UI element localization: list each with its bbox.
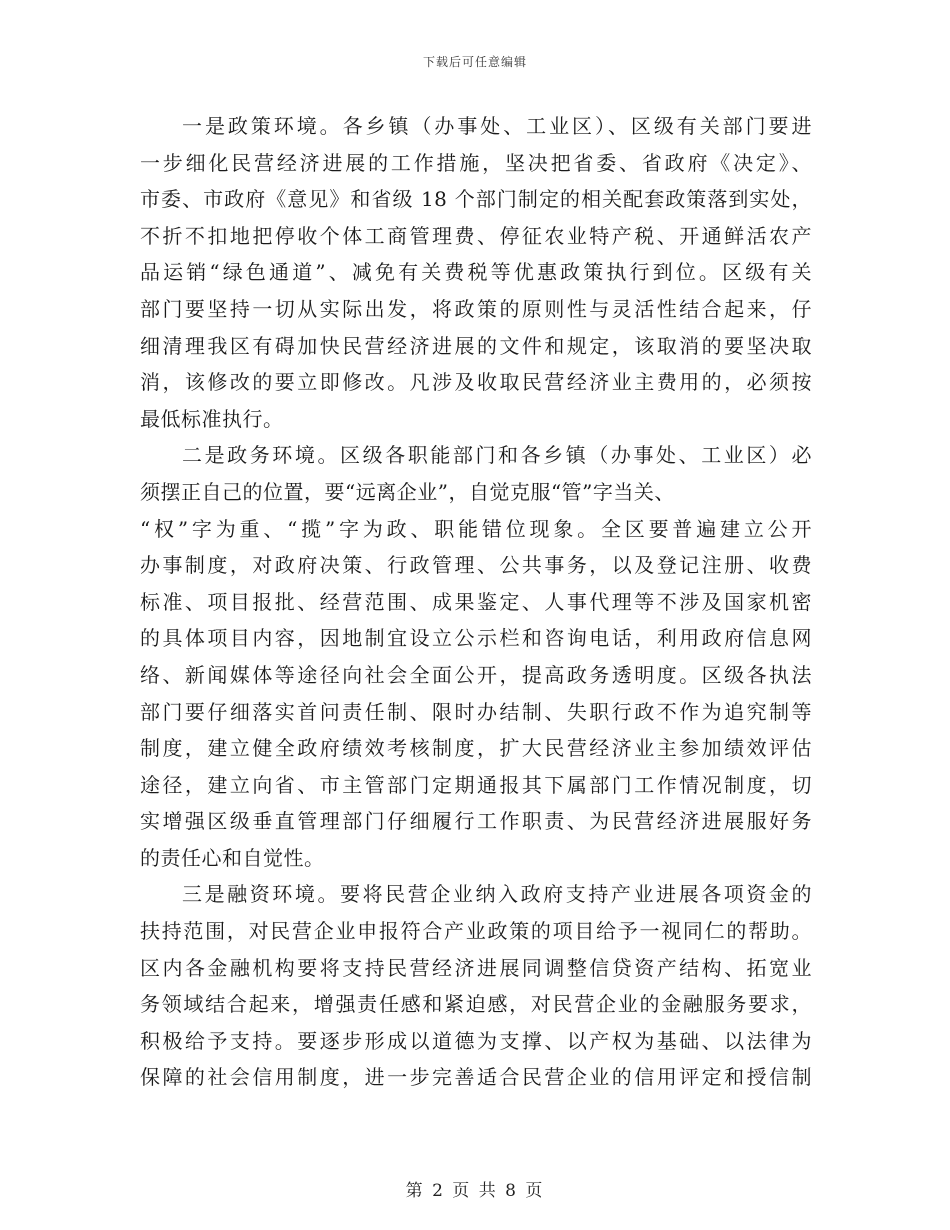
text-line: 须摆正自己的位置，要“远离企业”，自觉克服“管”字当关、 (140, 479, 675, 504)
text-line: 办事制度，对政府决策、行政管理、公共事务，以及登记注册、收费 (140, 553, 812, 578)
text-line: 保障的社会信用制度，进一步完善适合民营企业的信用评定和授信制 (140, 1065, 812, 1090)
page-number: 第 2 页 共 8 页 (405, 1181, 545, 1201)
text-line: 不折不扣地把停收个体工商管理费、停征农业特产税、开通鲜活农产 (140, 223, 812, 248)
text-line: 实增强区级垂直管理部门仔细履行工作职责、为民营经济进展服好务 (140, 809, 812, 834)
text-line: 部门要坚持一切从实际出发，将政策的原则性与灵活性结合起来，仔 (140, 296, 812, 321)
text-line: 务领域结合起来，增强责任感和紧迫感，对民营企业的金融服务要求， (140, 992, 812, 1017)
text-line: 三是融资环境。要将民营企业纳入政府支持产业进展各项资金的 (182, 882, 812, 907)
text-line: 扶持范围，对民营企业申报符合产业政策的项目给予一视同仁的帮助。 (140, 919, 812, 944)
text-line: 品运销“绿色通道”、减免有关费税等优惠政策执行到位。区级有关 (140, 260, 812, 285)
text-line: 络、新闻媒体等途径向社会全面公开，提高政务透明度。区级各执法 (140, 662, 812, 687)
text-line: 细清理我区有碍加快民营经济进展的文件和规定，该取消的要坚决取 (140, 333, 812, 358)
text-line: 部门要仔细落实首问责任制、限时办结制、失职行政不作为追究制等 (140, 699, 812, 724)
text-line: 一是政策环境。各乡镇（办事处、工业区）、区级有关部门要进 (182, 114, 812, 138)
text-line: 的具体项目内容，因地制宜设立公示栏和咨询电话，利用政府信息网 (140, 626, 812, 651)
text-line: 最低标准执行。 (140, 406, 284, 431)
text-line: 区内各金融机构要将支持民营经济进展同调整信贷资产结构、拓宽业 (140, 955, 812, 980)
text-line: 的责任心和自觉性。 (140, 845, 325, 870)
document-body (140, 108, 812, 1096)
text-line: 标准、项目报批、经营范围、成果鉴定、人事代理等不涉及国家机密 (140, 589, 812, 614)
page-header: 下载后可任意编辑 (422, 55, 527, 69)
text-line: 一步细化民营经济进展的工作措施，坚决把省委、省政府《决定》、 (140, 150, 812, 175)
text-line: 二是政务环境。区级各职能部门和各乡镇（办事处、工业区）必 (182, 443, 812, 468)
paragraph-policy (140, 108, 812, 437)
text-line: 途径，建立向省、市主管部门定期通报其下属部门工作情况制度，切 (140, 772, 812, 797)
text-line: 市委、市政府《意见》和省级 18 个部门制定的相关配套政策落到实处， (140, 187, 812, 212)
paragraph-finance (140, 876, 812, 1096)
text-line: 消，该修改的要立即修改。凡涉及收取民营经济业主费用的，必须按 (140, 370, 812, 395)
text-line: “权”字为重、“揽”字为政、职能错位现象。全区要普遍建立公开 (140, 516, 812, 541)
paragraph-government (140, 437, 812, 876)
text-line: 制度，建立健全政府绩效考核制度，扩大民营经济业主参加绩效评估 (140, 736, 812, 761)
text-line: 积极给予支持。要逐步形成以道德为支撑、以产权为基础、以法律为 (140, 1028, 812, 1053)
